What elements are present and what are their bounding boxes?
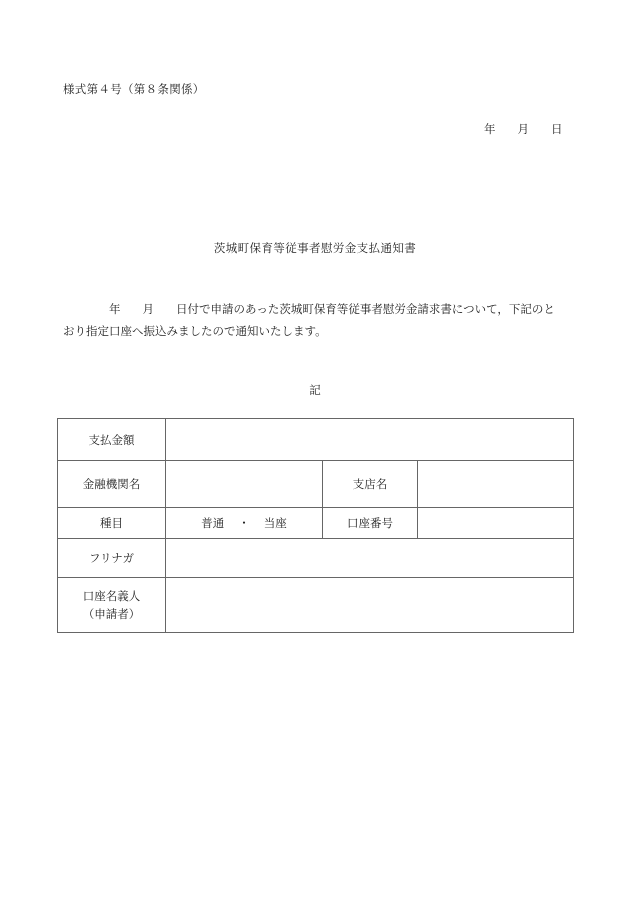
document-title: 茨城町保育等従事者慰労金支払通知書 bbox=[213, 241, 417, 255]
date-line bbox=[484, 121, 563, 137]
label-furigana: フリナガ bbox=[58, 539, 166, 578]
body-year-label: 年 bbox=[109, 302, 121, 316]
body-text-line-2: おり指定口座へ振込みましたので通知いたします。 bbox=[63, 324, 327, 338]
label-branch-name: 支店名 bbox=[323, 461, 418, 508]
row-furigana bbox=[58, 539, 574, 578]
option-futsu[interactable]: 普通 bbox=[201, 516, 225, 530]
account-type-options[interactable] bbox=[166, 508, 323, 539]
value-bank-name[interactable] bbox=[166, 461, 323, 508]
payment-info-table bbox=[57, 418, 574, 633]
label-bank-name: 金融機関名 bbox=[58, 461, 166, 508]
label-account-holder bbox=[58, 578, 166, 633]
label-payment-amount: 支払金額 bbox=[58, 419, 166, 461]
body-line1-text: 日付で申請のあった茨城町保育等従事者慰労金請求書について，下記のと bbox=[176, 302, 555, 316]
body-text-line-1 bbox=[63, 301, 555, 317]
label-account-holder-line2: （申請者） bbox=[82, 607, 141, 621]
row-payment-amount bbox=[58, 419, 574, 461]
form-number: 様式第４号（第８条関係） bbox=[63, 82, 205, 96]
label-account-holder-line1: 口座名義人 bbox=[82, 589, 141, 603]
body-month-label: 月 bbox=[142, 302, 154, 316]
value-account-number[interactable] bbox=[418, 508, 574, 539]
date-day-label: 日 bbox=[551, 122, 563, 136]
date-month-label: 月 bbox=[517, 122, 529, 136]
label-account-type: 種目 bbox=[58, 508, 166, 539]
row-account-type bbox=[58, 508, 574, 539]
value-branch-name[interactable] bbox=[418, 461, 574, 508]
label-account-number: 口座番号 bbox=[323, 508, 418, 539]
row-account-holder bbox=[58, 578, 574, 633]
option-separator: ・ bbox=[238, 516, 250, 530]
ki-heading: 記 bbox=[309, 383, 321, 397]
date-year-label: 年 bbox=[484, 122, 496, 136]
value-furigana[interactable] bbox=[166, 539, 574, 578]
value-payment-amount[interactable] bbox=[166, 419, 574, 461]
row-bank bbox=[58, 461, 574, 508]
value-account-holder[interactable] bbox=[166, 578, 574, 633]
option-touza[interactable]: 当座 bbox=[263, 516, 287, 530]
